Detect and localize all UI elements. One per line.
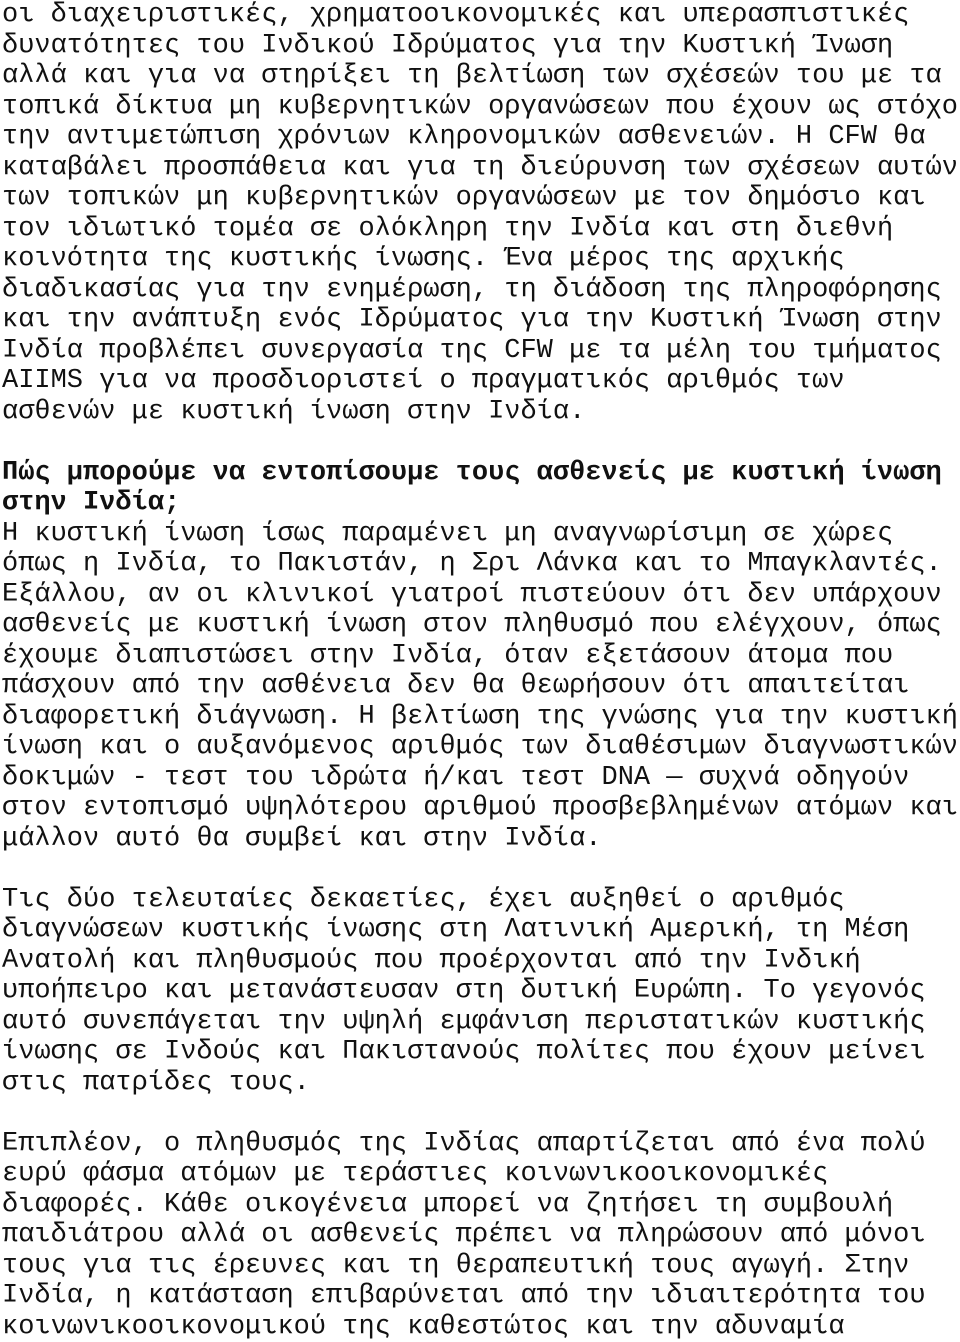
text-line: στον εντοπισμό υψηλότερου αριθμού προσβεβλημένων ατόμων και xyxy=(2,793,958,823)
text-line: υποήπειρο και μετανάστευσαν στη δυτική Ευρώπη. Το γεγονός xyxy=(2,976,926,1006)
text-line: τον ιδιωτικό τομέα σε ολόκληρη την Ινδία και στη διεθνή xyxy=(2,213,894,244)
text-line: αυτό συνεπάγεται την υψηλή εμφάνιση περιστατικών κυστικής xyxy=(2,1006,926,1037)
text-line: τοπικά δίκτυα μη κυβερνητικών οργανώσεων που έχουν ως στόχο xyxy=(2,91,958,122)
paragraph-1 xyxy=(2,0,960,427)
text-line: διαφορετική διάγνωση. Η βελτίωση της γνώσης για την κυστική xyxy=(2,701,958,732)
text-line: στις πατρίδες τους. xyxy=(2,1067,310,1098)
text-line: Ινδία προβλέπει συνεργασία της CFW με τα μέλη του τμήματος xyxy=(2,335,942,366)
text-line: κοινωνικοοικονομικού της καθεστώτος και την αδυναμία xyxy=(2,1311,845,1342)
section-heading xyxy=(2,458,960,519)
text-line: πάσχουν από την ασθένεια δεν θα θεωρήσουν ότι απαιτείται xyxy=(2,671,910,701)
text-line: αλλά και για να στηρίξει τη βελτίωση των σχέσεών του με τα xyxy=(2,61,942,91)
text-line: διαφορές. Κάθε οικογένεια μπορεί να ζητήσει τη συμβουλή xyxy=(2,1189,894,1220)
text-line: ίνωσης σε Ινδούς και Πακιστανούς πολίτες που έχουν μείνει xyxy=(2,1037,926,1067)
text-line: AIIMS για να προσδιοριστεί ο πραγματικός αριθμός των xyxy=(2,366,845,396)
text-line: ίνωση και ο αυξανόμενος αριθμός των διαθέσιμων διαγνωστικών xyxy=(2,732,958,762)
text-line: παιδιάτρου αλλά οι ασθενείς πρέπει να πληρώσουν από μόνοι xyxy=(2,1220,926,1250)
text-line: Τις δύο τελευταίες δεκαετίες, έχει αυξηθεί ο αριθμός xyxy=(2,884,845,915)
text-line: οι διαχειριστικές, χρηματοοικονομικές και υπερασπιστικές xyxy=(2,0,910,30)
text-line: καταβάλει προσπάθεια και για τη διεύρυνση των σχέσεων αυτών xyxy=(2,152,958,183)
text-line: ασθενείς με κυστική ίνωση στον πληθυσμό που ελέγχουν, όπως xyxy=(2,610,942,640)
heading-line: Πώς μπορούμε να εντοπίσουμε τους ασθενείς με κυστική ίνωση xyxy=(2,457,942,488)
text-line: όπως η Ινδία, το Πακιστάν, η Σρι Λάνκα και το Μπαγκλαντές. xyxy=(2,549,942,579)
text-line: διαγνώσεων κυστικής ίνωσης στη Λατινική Αμερική, τη Μέση xyxy=(2,915,910,945)
text-line: και την ανάπτυξη ενός Ιδρύματος για την Κυστική Ίνωση στην xyxy=(2,305,942,335)
text-line: δυνατότητες του Ινδικού Ιδρύματος για την Κυστική Ίνωση xyxy=(2,30,894,61)
text-line: Εξάλλου, αν οι κλινικοί γιατροί πιστεύουν ότι δεν υπάρχουν xyxy=(2,579,942,610)
text-line: διαδικασίας για την ενημέρωση, τη διάδοση της πληροφόρησης xyxy=(2,274,942,305)
text-line: Επιπλέον, ο πληθυσμός της Ινδίας απαρτίζεται από ένα πολύ xyxy=(2,1128,926,1159)
text-line: ευρύ φάσμα ατόμων με τεράστιες κοινωνικοοικονομικές xyxy=(2,1159,829,1189)
text-line: μάλλον αυτό θα συμβεί και στην Ινδία. xyxy=(2,823,602,854)
text-line: τους για τις έρευνες και τη θεραπευτική τους αγωγή. Στην xyxy=(2,1250,910,1281)
text-line: έχουμε διαπιστώσει στην Ινδία, όταν εξετάσουν άτομα που xyxy=(2,640,894,671)
text-line: την αντιμετώπιση χρόνιων κληρονομικών ασθενειών. Η CFW θα xyxy=(2,122,926,152)
text-line: των τοπικών μη κυβερνητικών οργανώσεων με τον δημόσιο και xyxy=(2,183,926,213)
text-line: ασθενών με κυστική ίνωση στην Ινδία. xyxy=(2,396,586,427)
heading-line: στην Ινδία; xyxy=(2,488,181,518)
text-line: κοινότητα της κυστικής ίνωσης. Ένα μέρος της αρχικής xyxy=(2,244,845,274)
text-line: δοκιμών - τεστ του ιδρώτα ή/και τεστ DNA — συχνά οδηγούν xyxy=(2,762,910,793)
text-line: Η κυστική ίνωση ίσως παραμένει μη αναγνωρίσιμη σε χώρες xyxy=(2,518,894,549)
paragraph-2 xyxy=(2,519,960,855)
paragraph-3 xyxy=(2,885,960,1099)
text-line: Ανατολή και πληθυσμούς που προέρχονται από την Ινδική xyxy=(2,945,861,976)
text-line: Ινδία, η κατάσταση επιβαρύνεται από την ιδιαιτερότητα του xyxy=(2,1281,926,1311)
paragraph-4 xyxy=(2,1129,960,1342)
